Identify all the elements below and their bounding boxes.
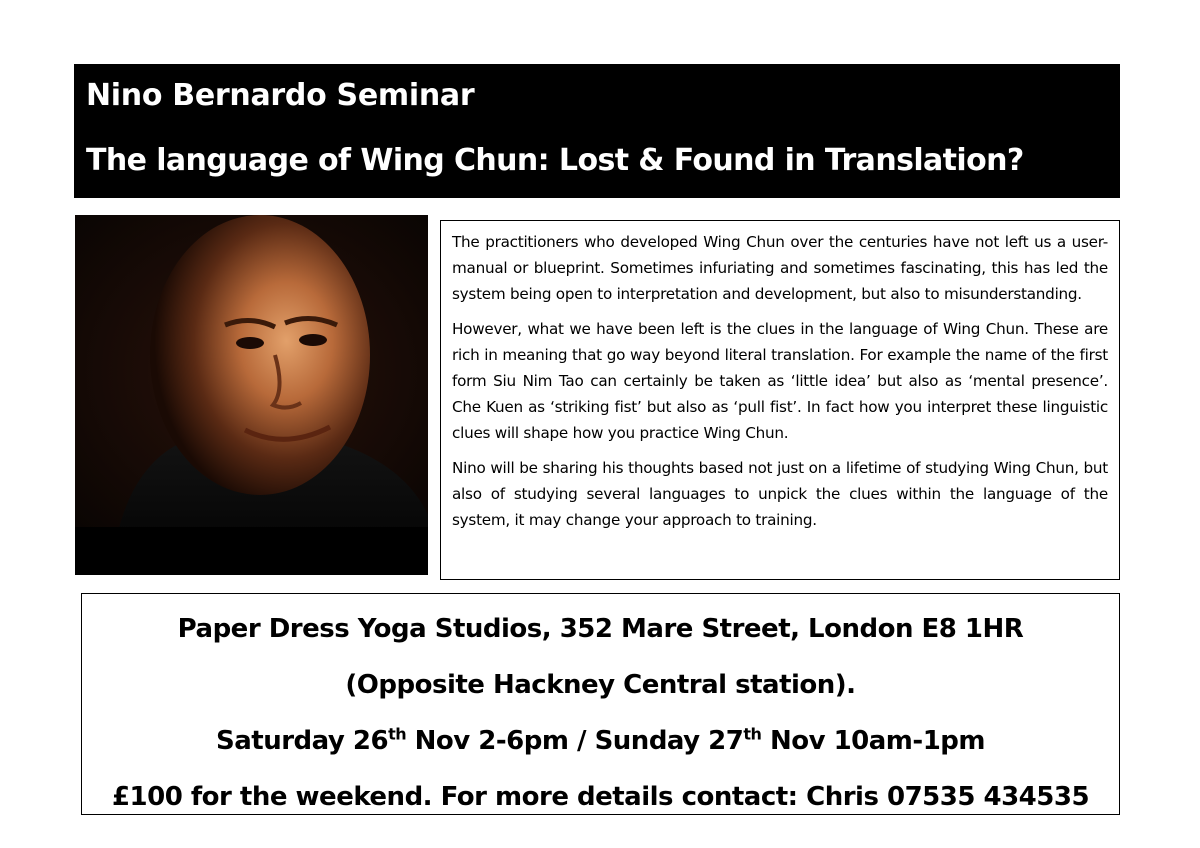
description-paragraph-1: The practitioners who developed Wing Chun over the centuries have not left us a user-manual or blueprint. Sometimes infuriating and sometimes fascinating, this has led the system being open to interpretation and development, but also to misunderstanding.	[452, 233, 1108, 303]
description-paragraph-3: Nino will be sharing his thoughts based not just on a lifetime of studying Wing Chun, but also of studying several languages to unpick the clues within the language of the system, it may change your approach to training.	[452, 459, 1108, 529]
seminar-subtitle: The language of Wing Chun: Lost & Found in Translation?	[86, 143, 1024, 178]
day1-time-and-day2: Nov 2-6pm / Sunday 27	[406, 726, 744, 756]
portrait-photo	[75, 215, 428, 575]
price-contact: £100 for the weekend. For more details contact: Chris 07535 434535	[111, 782, 1090, 812]
venue-address: Paper Dress Yoga Studios, 352 Mare Street, London E8 1HR	[177, 614, 1024, 644]
day2-time: Nov 10am-1pm	[761, 726, 985, 756]
day1-suffix: th	[388, 724, 407, 744]
event-dates	[82, 713, 1119, 769]
day1-date: Saturday 26	[216, 726, 389, 756]
title-banner	[74, 64, 1120, 198]
venue-details-box	[81, 593, 1120, 815]
description-paragraph-2: However, what we have been left is the clues in the language of Wing Chun. These are rich in meaning that go way beyond literal translation. For example the name of the first form Siu Nim Tao can certainly be taken as ‘little idea’ but also as ‘mental presence’. Che Kuen as ‘striking fist’ but also as ‘pull fist’. In fact how you interpret these linguistic clues will shape how you practice Wing Chun.	[452, 320, 1108, 442]
seminar-title: Nino Bernardo Seminar	[86, 78, 475, 113]
venue-landmark: (Opposite Hackney Central station).	[345, 670, 856, 700]
day2-suffix: th	[743, 724, 762, 744]
description-box	[440, 220, 1120, 580]
